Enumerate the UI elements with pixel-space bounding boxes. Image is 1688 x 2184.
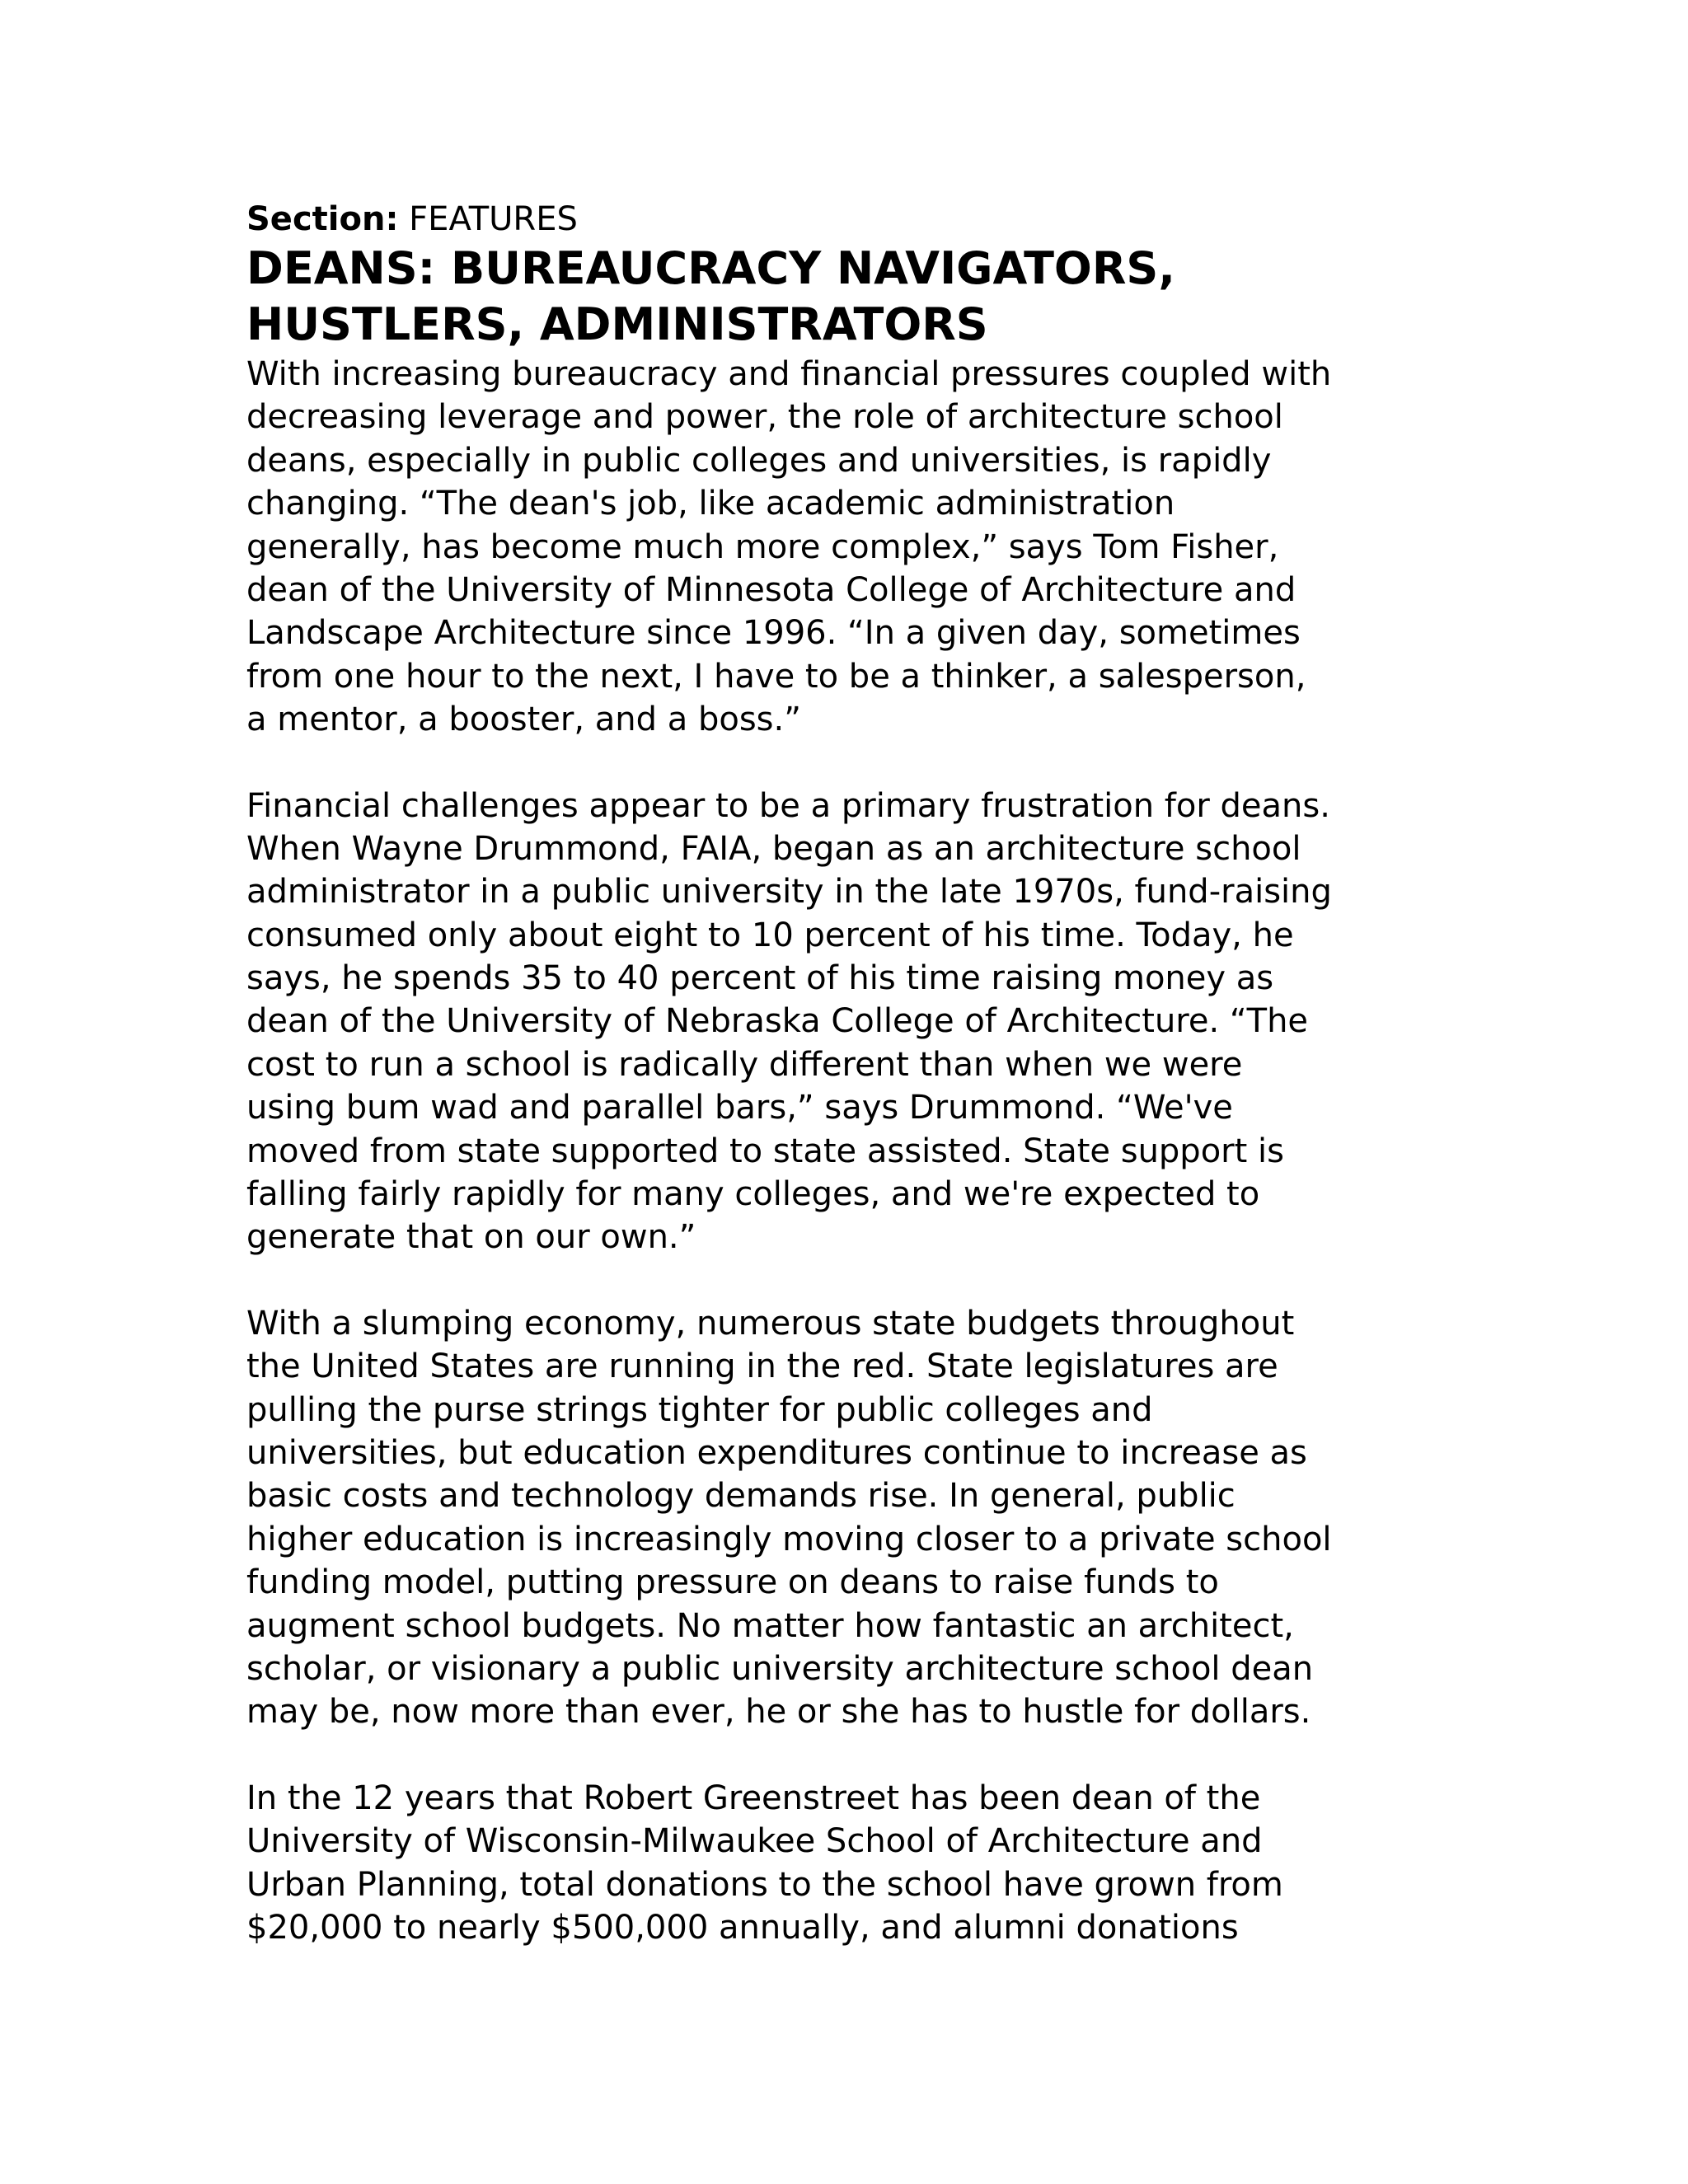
text-line: says, he spends 35 to 40 percent of his time raising money as <box>246 959 1274 998</box>
document-page <box>246 198 1466 1992</box>
text-line: With a slumping economy, numerous state budgets throughout <box>246 1304 1295 1343</box>
text-line: administrator in a public university in the late 1970s, fund-raising <box>246 873 1332 912</box>
text-line: scholar, or visionary a public university architecture school dean <box>246 1649 1314 1688</box>
headline-line: DEANS: BUREAUCRACY NAVIGATORS, <box>246 242 1175 294</box>
body-paragraph <box>246 353 1466 742</box>
body-paragraph <box>246 1777 1466 1950</box>
text-line: decreasing leverage and power, the role of architecture school <box>246 398 1283 437</box>
text-line: higher education is increasingly moving closer to a private school <box>246 1520 1332 1558</box>
text-line: changing. “The dean's job, like academic administration <box>246 485 1175 523</box>
text-line: moved from state supported to state assisted. State support is <box>246 1132 1284 1170</box>
body-paragraph <box>246 785 1466 1259</box>
headline <box>246 241 1466 353</box>
text-line: cost to run a school is radically different than when we were <box>246 1045 1243 1084</box>
text-line: universities, but education expenditures continue to increase as <box>246 1433 1307 1472</box>
text-line: a mentor, a booster, and a boss.” <box>246 701 801 739</box>
text-line: augment school budgets. No matter how fantastic an architect, <box>246 1606 1294 1645</box>
text-line: When Wayne Drummond, FAIA, began as an architecture school <box>246 829 1301 868</box>
text-line: generally, has become much more complex,” says Tom Fisher, <box>246 527 1279 566</box>
text-line: dean of the University of Nebraska College of Architecture. “The <box>246 1002 1309 1041</box>
text-line: pulling the purse strings tighter for public colleges and <box>246 1390 1153 1429</box>
text-line: With increasing bureaucracy and financial pressures coupled with <box>246 355 1332 393</box>
text-line: funding model, putting pressure on deans to raise funds to <box>246 1563 1219 1602</box>
text-line: from one hour to the next, I have to be a thinker, a salesperson, <box>246 657 1306 696</box>
text-line: Landscape Architecture since 1996. “In a given day, sometimes <box>246 614 1301 653</box>
text-line: may be, now more than ever, he or she has to hustle for dollars. <box>246 1693 1311 1732</box>
body-paragraph <box>246 1302 1466 1734</box>
text-line: Financial challenges appear to be a primary frustration for deans. <box>246 786 1330 825</box>
text-line: basic costs and technology demands rise. In general, public <box>246 1477 1236 1516</box>
text-line: Urban Planning, total donations to the school have grown from <box>246 1865 1283 1904</box>
section-label: Section: <box>246 200 399 238</box>
headline-line: HUSTLERS, ADMINISTRATORS <box>246 298 988 350</box>
text-line: deans, especially in public colleges and universities, is rapidly <box>246 441 1272 480</box>
text-line: dean of the University of Minnesota College of Architecture and <box>246 570 1296 609</box>
text-line: the United States are running in the red. State legislatures are <box>246 1347 1278 1386</box>
section-value: FEATURES <box>409 200 578 238</box>
section-line <box>246 198 1466 241</box>
text-line: falling fairly rapidly for many colleges, and we're expected to <box>246 1175 1260 1214</box>
text-line: generate that on our own.” <box>246 1218 696 1257</box>
text-line: In the 12 years that Robert Greenstreet has been dean of the <box>246 1779 1261 1817</box>
text-line: $20,000 to nearly $500,000 annually, and alumni donations <box>246 1908 1239 1947</box>
text-line: using bum wad and parallel bars,” says Drummond. “We've <box>246 1089 1233 1127</box>
text-line: University of Wisconsin-Milwaukee School of Architecture and <box>246 1822 1263 1861</box>
text-line: consumed only about eight to 10 percent of his time. Today, he <box>246 916 1294 954</box>
